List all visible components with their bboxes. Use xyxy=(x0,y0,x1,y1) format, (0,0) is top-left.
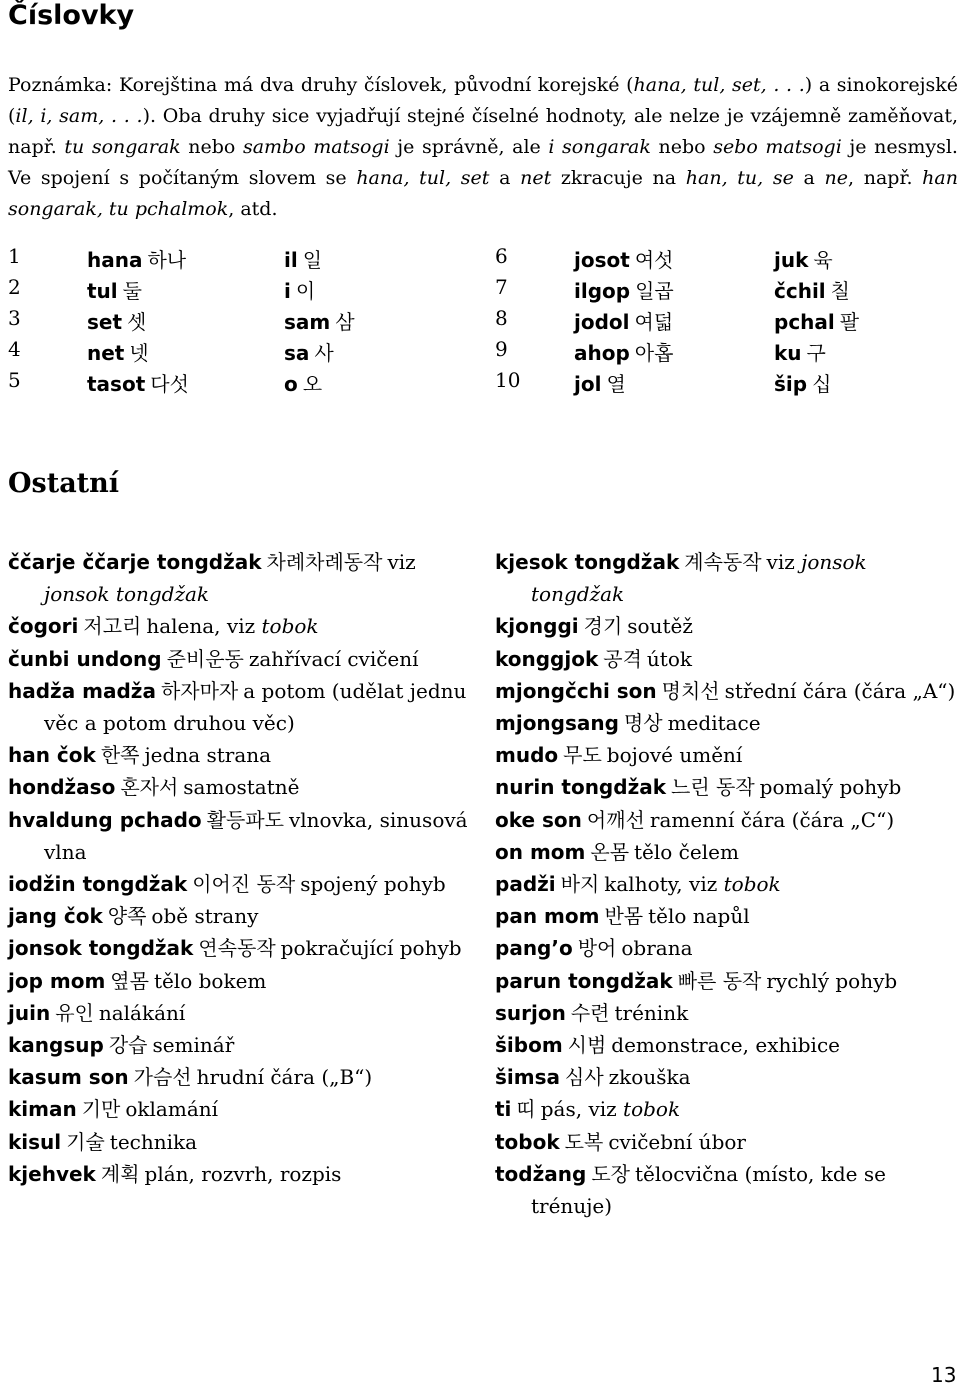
glossary-hangul: 도장 xyxy=(591,1161,630,1186)
numeral-hangul: 칠 xyxy=(830,279,850,303)
glossary-definition: viz xyxy=(766,550,802,574)
numeral-hangul: 삼 xyxy=(335,310,355,334)
numeral-romanized: ahop xyxy=(574,341,630,365)
glossary-entry xyxy=(495,1030,957,1062)
numeral-romanized: juk xyxy=(774,248,809,272)
glossary-entry xyxy=(495,933,957,965)
glossary-term: čogori xyxy=(8,614,79,639)
glossary-hangul: 바지 xyxy=(560,872,600,897)
glossary-reference: tobok xyxy=(723,872,781,897)
glossary-term: šibom xyxy=(495,1033,563,1058)
glossary-hangul: 기술 xyxy=(66,1129,105,1154)
glossary-entry xyxy=(495,869,957,901)
glossary-definition: plán, rozvrh, rozpis xyxy=(144,1161,342,1186)
glossary-entry xyxy=(8,1030,478,1062)
glossary-definition: soutěž xyxy=(627,614,693,639)
glossary-term: jonsok tongdžak xyxy=(8,936,194,961)
numeral-hangul: 여덟 xyxy=(634,310,674,334)
glossary-definition: technika xyxy=(109,1129,198,1154)
numeral-romanized: čchil xyxy=(774,279,826,303)
numeral-hangul: 육 xyxy=(813,248,833,272)
numeral-digit: 7 xyxy=(495,275,508,299)
glossary-term: jop mom xyxy=(8,968,106,993)
glossary-term: tobok xyxy=(495,1129,560,1154)
glossary-term: jang čok xyxy=(8,904,103,929)
glossary-term: on mom xyxy=(495,839,586,864)
glossary-definition: bojové umění xyxy=(606,743,743,768)
numeral-romanized: net xyxy=(87,341,125,365)
glossary-hangul: 한쪽 xyxy=(100,743,140,768)
glossary-definition: obrana xyxy=(621,936,693,961)
note-text: je nesmysl. Ve spojení s počítaným slovem se xyxy=(8,136,958,189)
glossary-entry xyxy=(8,1127,478,1159)
glossary-hangul: 기만 xyxy=(81,1097,121,1122)
glossary-term: hondžaso xyxy=(8,775,116,800)
glossary-entry xyxy=(8,805,478,869)
numeral-word xyxy=(574,244,673,273)
numeral-hangul: 셋 xyxy=(127,310,147,334)
glossary-hangul: 어깨선 xyxy=(586,807,645,832)
glossary-hangul: 명치선 xyxy=(661,678,720,703)
glossary-term: juin xyxy=(8,1000,51,1025)
glossary-term: konggjok xyxy=(495,646,599,671)
glossary-entry xyxy=(8,998,478,1030)
glossary-term: šimsa xyxy=(495,1065,560,1090)
glossary-term: nurin tongdžak xyxy=(495,775,667,800)
glossary-hangul: 강습 xyxy=(108,1033,148,1058)
glossary-reference: jonsok tongdžak xyxy=(531,550,867,607)
numeral-hangul: 넷 xyxy=(129,341,149,365)
glossary-hangul: 저고리 xyxy=(83,614,142,639)
glossary-term: ti xyxy=(495,1097,512,1122)
glossary-definition: jedna strana xyxy=(144,743,272,768)
numeral-word xyxy=(87,244,186,273)
numeral-word xyxy=(574,275,674,304)
numeral-word xyxy=(774,337,826,366)
glossary-entry xyxy=(8,933,478,965)
numeral-romanized: tasot xyxy=(87,372,146,396)
numeral-word xyxy=(284,368,322,397)
numeral-hangul: 열 xyxy=(606,372,626,396)
glossary-reference: tobok xyxy=(623,1097,681,1122)
numeral-romanized: josot xyxy=(574,248,630,272)
numeral-word xyxy=(87,275,142,304)
glossary-hangul: 느린 동작 xyxy=(671,775,755,800)
glossary-definition: oklamání xyxy=(125,1097,219,1122)
numeral-hangul: 여섯 xyxy=(634,248,674,272)
glossary-definition: seminář xyxy=(152,1033,235,1058)
note-italic: net xyxy=(520,167,552,189)
glossary-definition: spojený pohyb xyxy=(300,872,446,897)
glossary-entry xyxy=(8,869,478,901)
note-italic: il, i, sam, . . . xyxy=(15,105,143,127)
glossary-term: mudo xyxy=(495,743,559,768)
glossary-entry xyxy=(495,1159,957,1223)
glossary-entry xyxy=(8,611,478,643)
numerals-table xyxy=(8,244,958,399)
note-italic: ne xyxy=(824,167,849,189)
glossary-reference: jonsok tongdžak xyxy=(44,582,210,607)
glossary-hangul: 유인 xyxy=(55,1000,94,1025)
glossary-definition: meditace xyxy=(667,711,761,736)
glossary-entry xyxy=(8,547,478,611)
numeral-romanized: set xyxy=(87,310,123,334)
note-paragraph xyxy=(8,70,958,225)
numeral-hangul: 구 xyxy=(806,341,826,365)
glossary-definition: tělo čelem xyxy=(634,839,739,864)
numeral-romanized: jol xyxy=(574,372,602,396)
glossary-definition: střední čára (čára „A“) xyxy=(724,678,956,703)
note-text: a xyxy=(489,167,521,189)
numeral-word xyxy=(87,337,149,366)
numeral-romanized: jodol xyxy=(574,310,630,334)
numeral-word xyxy=(574,337,673,366)
numeral-romanized: sa xyxy=(284,341,310,365)
numeral-digit: 3 xyxy=(8,306,21,330)
glossary-entry xyxy=(8,1159,478,1191)
glossary-definition: cvičební úbor xyxy=(608,1129,746,1154)
numeral-digit: 1 xyxy=(8,244,21,268)
glossary-term: kisul xyxy=(8,1129,62,1154)
numeral-romanized: tul xyxy=(87,279,118,303)
glossary-hangul: 혼자서 xyxy=(120,775,179,800)
glossary-hangul: 옆몸 xyxy=(110,968,149,993)
glossary-definition: pás, viz xyxy=(540,1097,624,1122)
glossary-entry xyxy=(495,740,957,772)
numeral-row xyxy=(8,275,958,306)
glossary-entry xyxy=(495,1094,957,1126)
numeral-digit: 2 xyxy=(8,275,21,299)
numeral-digit: 4 xyxy=(8,337,21,361)
glossary-hangul: 수련 xyxy=(570,1000,610,1025)
glossary-hangul: 양쪽 xyxy=(107,904,147,929)
numeral-word xyxy=(87,368,189,397)
glossary-term: kjesok tongdžak xyxy=(495,550,680,574)
glossary-entry xyxy=(8,1094,478,1126)
glossary-definition: trénink xyxy=(614,1000,689,1025)
glossary-right-column xyxy=(495,547,957,1223)
glossary-hangul: 계획 xyxy=(100,1161,140,1186)
numeral-row xyxy=(8,306,958,337)
numeral-word xyxy=(774,368,831,397)
numeral-hangul: 오 xyxy=(302,372,323,396)
glossary-hangul: 도복 xyxy=(564,1129,604,1154)
glossary-hangul: 온몸 xyxy=(590,839,630,864)
glossary-term: ččarje ččarje tongdžak xyxy=(8,550,262,574)
glossary-term: surjon xyxy=(495,1000,566,1025)
glossary-definition: vlnovka, sinusová vlna xyxy=(44,807,468,864)
glossary-hangul: 시범 xyxy=(567,1033,607,1058)
glossary-term: parun tongdžak xyxy=(495,968,673,993)
page-number: 13 xyxy=(931,1363,957,1387)
glossary-term: kiman xyxy=(8,1097,77,1122)
glossary-hangul: 띠 xyxy=(516,1097,536,1122)
note-italic: sebo matsogi xyxy=(713,136,842,158)
numeral-word xyxy=(87,306,146,335)
glossary-definition: zkouška xyxy=(608,1065,691,1090)
numeral-hangul: 다섯 xyxy=(150,372,189,396)
note-italic: han songarak, tu pchalmok xyxy=(8,167,958,220)
numeral-row xyxy=(8,337,958,368)
glossary-definition: zahřívací cvičení xyxy=(248,646,419,671)
glossary-term: pang’o xyxy=(495,936,573,961)
glossary-definition: kalhoty, viz xyxy=(604,872,724,897)
note-text: Poznámka: Korejština má dva druhy číslovek, původní korejské ( xyxy=(8,74,634,96)
note-text: je správně, ale xyxy=(389,136,549,158)
glossary-entry xyxy=(495,772,957,804)
glossary-entry xyxy=(8,676,478,740)
glossary-hangul: 공격 xyxy=(603,646,642,671)
note-text: ). Oba druhy sice vyjadřují stejné číselné hodnoty, ale nelze je vzájemně zaměňovat, např. xyxy=(8,105,958,158)
numeral-romanized: il xyxy=(284,248,298,272)
glossary-hangul: 차례차례동작 xyxy=(266,550,383,574)
numeral-digit: 5 xyxy=(8,368,21,392)
numeral-hangul: 둘 xyxy=(122,279,142,303)
numeral-romanized: i xyxy=(284,279,291,303)
glossary-hangul: 활등파도 xyxy=(206,807,284,832)
glossary-term: mjongsang xyxy=(495,711,619,736)
glossary-term: oke son xyxy=(495,807,582,832)
numeral-hangul: 하나 xyxy=(147,248,187,272)
note-italic: sambo matsogi xyxy=(242,136,390,158)
numeral-hangul: 사 xyxy=(314,341,334,365)
glossary-definition: pokračující pohyb xyxy=(280,936,462,961)
numeral-romanized: o xyxy=(284,372,298,396)
numeral-word xyxy=(774,275,850,304)
note-italic: tu songarak xyxy=(64,136,181,158)
glossary-hangul: 계속동작 xyxy=(684,550,762,574)
numeral-romanized: šip xyxy=(774,372,808,396)
numeral-word xyxy=(574,368,626,397)
numeral-word xyxy=(284,275,315,304)
glossary-entry xyxy=(495,837,957,869)
numeral-digit: 8 xyxy=(495,306,508,330)
glossary-hangul: 이어진 동작 xyxy=(192,872,296,897)
note-text: nebo xyxy=(180,136,243,158)
page-title: Číslovky xyxy=(8,0,135,31)
glossary-entry xyxy=(495,901,957,933)
glossary-entry xyxy=(495,611,957,643)
numeral-word xyxy=(284,337,334,366)
glossary-term: mjongčchi son xyxy=(495,678,657,703)
glossary-entry xyxy=(495,708,957,740)
glossary-entry xyxy=(8,772,478,804)
numeral-word xyxy=(774,306,859,335)
glossary-entry xyxy=(495,998,957,1030)
glossary-term: hvaldung pchado xyxy=(8,807,202,832)
glossary-entry xyxy=(495,966,957,998)
glossary-hangul: 심사 xyxy=(565,1065,604,1090)
glossary-hangul: 방어 xyxy=(577,936,617,961)
numeral-hangul: 일곱 xyxy=(635,279,674,303)
glossary-entry xyxy=(8,1062,478,1094)
section-heading: Ostatní xyxy=(8,468,120,499)
numeral-romanized: hana xyxy=(87,248,143,272)
glossary-hangul: 빠른 동작 xyxy=(677,968,762,993)
note-text: , atd. xyxy=(228,198,278,220)
glossary-definition: tělo napůl xyxy=(648,904,750,929)
glossary-term: čunbi undong xyxy=(8,646,162,671)
glossary-entry xyxy=(495,547,957,611)
numeral-hangul: 일 xyxy=(302,248,323,272)
glossary-hangul: 연속동작 xyxy=(198,936,276,961)
glossary-term: kjonggi xyxy=(495,614,579,639)
numeral-hangul: 십 xyxy=(812,372,832,396)
glossary-definition: nalákání xyxy=(98,1000,186,1025)
glossary-definition: a potom (udělat jednu věc a potom druhou věc) xyxy=(44,678,467,736)
glossary-term: kjehvek xyxy=(8,1161,96,1186)
glossary-term: han čok xyxy=(8,743,96,768)
glossary-entry xyxy=(8,901,478,933)
note-italic: hana, tul, set xyxy=(356,167,490,189)
numeral-romanized: ilgop xyxy=(574,279,631,303)
numeral-digit: 6 xyxy=(495,244,508,268)
glossary-entry xyxy=(495,676,957,708)
glossary-definition: obě strany xyxy=(151,904,259,929)
glossary-entry xyxy=(495,1127,957,1159)
glossary-entry xyxy=(8,740,478,772)
numeral-word xyxy=(774,244,833,273)
note-text: , např. xyxy=(848,167,923,189)
glossary-hangul: 경기 xyxy=(583,614,623,639)
note-text: zkracuje na xyxy=(551,167,686,189)
glossary-term: hadža madža xyxy=(8,678,156,703)
glossary-hangul: 하자마자 xyxy=(160,678,239,703)
numeral-digit: 9 xyxy=(495,337,508,361)
glossary-definition: demonstrace, exhibice xyxy=(611,1033,840,1058)
numeral-romanized: pchal xyxy=(774,310,835,334)
glossary-term: todžang xyxy=(495,1161,587,1186)
glossary-left-column xyxy=(8,547,478,1191)
numeral-hangul: 아홉 xyxy=(634,341,674,365)
numeral-word xyxy=(284,306,355,335)
numeral-row xyxy=(8,368,958,399)
glossary-definition: halena, viz xyxy=(146,614,262,639)
glossary-term: kasum son xyxy=(8,1065,129,1090)
glossary-definition: pomalý pohyb xyxy=(759,775,902,800)
glossary-term: iodžin tongdžak xyxy=(8,872,188,897)
glossary-definition: ramenní čára (čára „C“) xyxy=(649,807,895,832)
glossary-hangul: 준비운동 xyxy=(166,646,244,671)
glossary-hangul: 가슴선 xyxy=(133,1065,192,1090)
glossary-hangul: 명상 xyxy=(623,711,663,736)
note-italic: i songarak xyxy=(548,136,651,158)
numeral-word xyxy=(284,244,322,273)
note-italic: hana, tul, set, . . . xyxy=(633,74,805,96)
glossary-definition: rychlý pohyb xyxy=(766,968,898,993)
numeral-row xyxy=(8,244,958,275)
glossary-definition: hrudní čára („B“) xyxy=(196,1065,373,1090)
glossary-entry xyxy=(495,1062,957,1094)
glossary-term: pan mom xyxy=(495,904,600,929)
glossary-hangul: 무도 xyxy=(563,743,602,768)
glossary-entry xyxy=(495,805,957,837)
glossary-hangul: 반몸 xyxy=(604,904,644,929)
glossary-definition: viz xyxy=(387,550,416,574)
numeral-hangul: 팔 xyxy=(839,310,860,334)
glossary-term: kangsup xyxy=(8,1033,104,1058)
note-text: nebo xyxy=(650,136,714,158)
numeral-romanized: sam xyxy=(284,310,331,334)
glossary-entry xyxy=(8,644,478,676)
note-text: a xyxy=(793,167,825,189)
glossary-definition: samostatně xyxy=(183,775,300,800)
numeral-digit: 10 xyxy=(495,368,521,392)
glossary-definition: útok xyxy=(646,646,692,671)
note-text: ) a sinokorejské ( xyxy=(8,74,958,127)
glossary-entry xyxy=(8,966,478,998)
glossary-definition: tělocvična (místo, kde se trénuje) xyxy=(531,1161,886,1219)
numeral-romanized: ku xyxy=(774,341,802,365)
note-italic: han, tu, se xyxy=(685,167,794,189)
glossary-reference: tobok xyxy=(261,614,319,639)
glossary-entry xyxy=(495,644,957,676)
numeral-word xyxy=(574,306,673,335)
glossary-term: padži xyxy=(495,872,556,897)
glossary-definition: tělo bokem xyxy=(153,968,267,993)
numeral-hangul: 이 xyxy=(295,279,316,303)
